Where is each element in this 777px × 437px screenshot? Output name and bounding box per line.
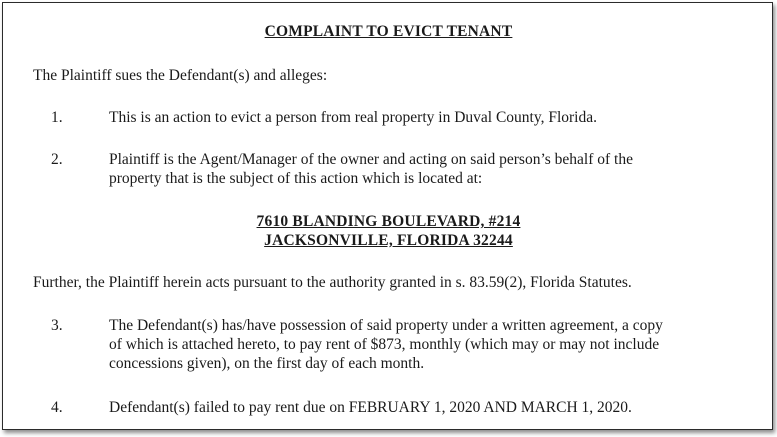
item-4-number: 4. [51, 399, 63, 416]
item-3-number: 3. [51, 317, 63, 334]
intro-text: The Plaintiff sues the Defendant(s) and alleges: [33, 67, 328, 84]
item-3-line-3: concessions given), on the first day of each month. [109, 355, 425, 372]
item-3-line-1: The Defendant(s) has/have possession of said property under a written agreement, a copy [109, 317, 663, 334]
address-line-2: JACKSONVILLE, FLORIDA 32244 [264, 232, 513, 249]
further-text: Further, the Plaintiff herein acts pursuant to the authority granted in s. 83.59(2), Florida Statutes. [33, 274, 632, 291]
item-4-line-1: Defendant(s) failed to pay rent due on FEBRUARY 1, 2020 AND MARCH 1, 2020. [109, 399, 632, 416]
item-2-line-1: Plaintiff is the Agent/Manager of the owner and acting on said person’s behalf of the [109, 151, 633, 168]
document-title: COMPLAINT TO EVICT TENANT [264, 23, 513, 40]
item-2-line-2: property that is the subject of this action which is located at: [109, 170, 483, 187]
item-3-line-2: of which is attached hereto, to pay rent of $873, monthly (which may or may not include [109, 336, 660, 353]
item-1-number: 1. [51, 109, 63, 126]
item-2-number: 2. [51, 151, 63, 168]
address-line-1: 7610 BLANDING BOULEVARD, #214 [256, 213, 521, 230]
item-1-line-1: This is an action to evict a person from real property in Duval County, Florida. [109, 109, 597, 126]
